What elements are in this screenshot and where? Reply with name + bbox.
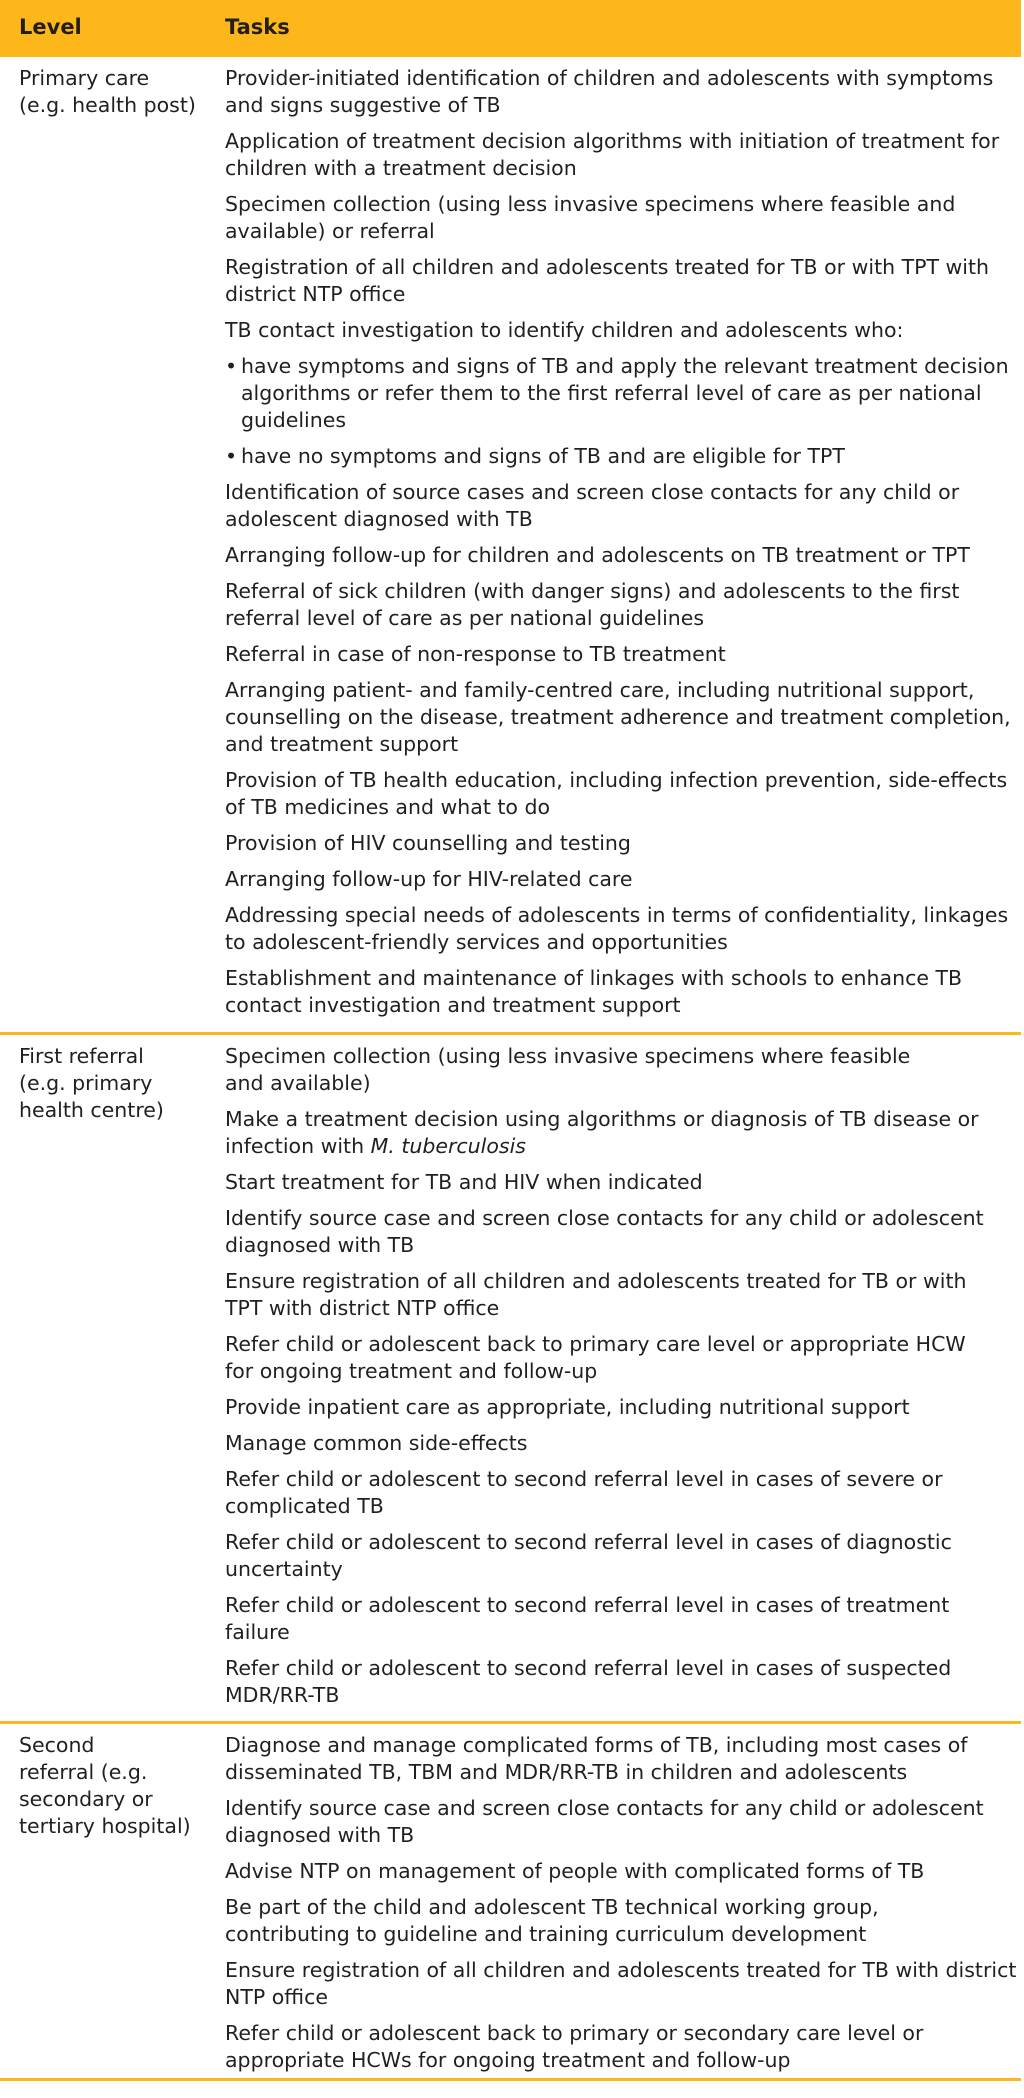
- table-header: [0, 0, 1021, 57]
- task-item: Advise NTP on management of people with complicated forms of TB: [225, 1859, 925, 1883]
- task-item: TB contact investigation to identify children and adolescents who:: [225, 318, 904, 342]
- task-item: Identify source case and screen close contacts for any child or adolescent diagnosed with TB: [225, 1206, 984, 1257]
- task-item: Arranging patient- and family-centred care, including nutritional support, counselling on the disease, treatment adherence and treatment completion, and treatment support: [225, 678, 1011, 756]
- task-item: Refer child or adolescent back to primary care level or appropriate HCW for ongoing treatment and follow-up: [225, 1332, 966, 1383]
- tasks-cell-first-referral: [225, 1043, 1005, 1718]
- level-line: (e.g. health post): [19, 93, 196, 117]
- row-divider: [0, 2078, 1021, 2081]
- table-row-first-referral: [0, 1035, 1021, 1721]
- table-row-primary-care: [0, 57, 1021, 1032]
- level-line: secondary or: [19, 1787, 153, 1811]
- task-bullet-item: • have no symptoms and signs of TB and are eligible for TPT: [225, 444, 845, 468]
- level-line: tertiary hospital): [19, 1814, 191, 1838]
- table-row-second-referral: [0, 1724, 1021, 2078]
- task-item: Referral in case of non-response to TB treatment: [225, 642, 726, 666]
- level-line: Second: [19, 1733, 95, 1757]
- task-item: Establishment and maintenance of linkages with schools to enhance TB contact investigation and treatment support: [225, 966, 963, 1017]
- task-item: Diagnose and manage complicated forms of TB, including most cases of disseminated TB, TBM and MDR/RR-TB in children and adolescents: [225, 1733, 968, 1784]
- level-line: (e.g. primary: [19, 1071, 153, 1095]
- task-item: Arranging follow-up for children and adolescents on TB treatment or TPT: [225, 543, 970, 567]
- tasks-cell-second-referral: [225, 1732, 1017, 2083]
- level-line: Primary care: [19, 66, 150, 90]
- italic-term: M. tuberculosis: [370, 1134, 526, 1158]
- task-item: Refer child or adolescent to second referral level in cases of diagnostic uncertainty: [225, 1530, 952, 1581]
- level-line: First referral: [19, 1044, 144, 1068]
- task-item: Manage common side-effects: [225, 1431, 528, 1455]
- task-item: Arranging follow-up for HIV-related care: [225, 867, 633, 891]
- tasks-column-header: Tasks: [225, 15, 290, 39]
- task-item: Identification of source cases and screen close contacts for any child or adolescent diagnosed with TB: [225, 480, 960, 531]
- level-column-header: Level: [19, 15, 82, 39]
- level-line: referral (e.g.: [19, 1760, 148, 1784]
- level-line: health centre): [19, 1098, 164, 1122]
- level-cell-second-referral: [19, 1732, 204, 1840]
- level-cell-primary-care: [19, 65, 204, 119]
- task-bullet-item: • have symptoms and signs of TB and apply the relevant treatment decision algorithms or refer them to the first referral level of care as per national guidelines: [225, 354, 1009, 432]
- task-item: Application of treatment decision algorithms with initiation of treatment for children with a treatment decision: [225, 129, 1000, 180]
- bullet-icon: •: [225, 354, 238, 378]
- task-item: Specimen collection (using less invasive specimens where feasible and available): [225, 1044, 911, 1095]
- level-cell-first-referral: [19, 1043, 204, 1124]
- tasks-cell-primary-care: [225, 65, 1011, 1028]
- task-item: Provision of TB health education, including infection prevention, side-effects of TB medicines and what to do: [225, 768, 1008, 819]
- task-item: Addressing special needs of adolescents in terms of confidentiality, linkages to adolescent-friendly services and opportunities: [225, 903, 1009, 954]
- task-item: Refer child or adolescent to second referral level in cases of severe or complicated TB: [225, 1467, 943, 1518]
- task-item: Provide inpatient care as appropriate, including nutritional support: [225, 1395, 910, 1419]
- task-item: Ensure registration of all children and adolescents treated for TB with district NTP office: [225, 1958, 1017, 2009]
- task-item: Make a treatment decision using algorithms or diagnosis of TB disease or infection with M. tuberculosis: [225, 1107, 979, 1158]
- bullet-icon: •: [225, 444, 238, 468]
- task-item: Specimen collection (using less invasive specimens where feasible and available) or referral: [225, 192, 956, 243]
- task-item: Refer child or adolescent back to primary or secondary care level or appropriate HCWs for ongoing treatment and follow-up: [225, 2021, 924, 2072]
- task-item: Registration of all children and adolescents treated for TB or with TPT with district NTP office: [225, 255, 990, 306]
- task-item: Provider-initiated identification of children and adolescents with symptoms and signs suggestive of TB: [225, 66, 994, 117]
- task-item: Provision of HIV counselling and testing: [225, 831, 631, 855]
- task-item: Refer child or adolescent to second referral level in cases of treatment failure: [225, 1593, 950, 1644]
- task-item: Identify source case and screen close contacts for any child or adolescent diagnosed with TB: [225, 1796, 984, 1847]
- task-item: Refer child or adolescent to second referral level in cases of suspected MDR/RR-TB: [225, 1656, 952, 1707]
- task-item: Be part of the child and adolescent TB technical working group, contributing to guideline and training curriculum development: [225, 1895, 879, 1946]
- task-item: Referral of sick children (with danger signs) and adolescents to the first referral level of care as per national guidelines: [225, 579, 960, 630]
- task-item: Start treatment for TB and HIV when indicated: [225, 1170, 703, 1194]
- task-item: Ensure registration of all children and adolescents treated for TB or with TPT with district NTP office: [225, 1269, 967, 1320]
